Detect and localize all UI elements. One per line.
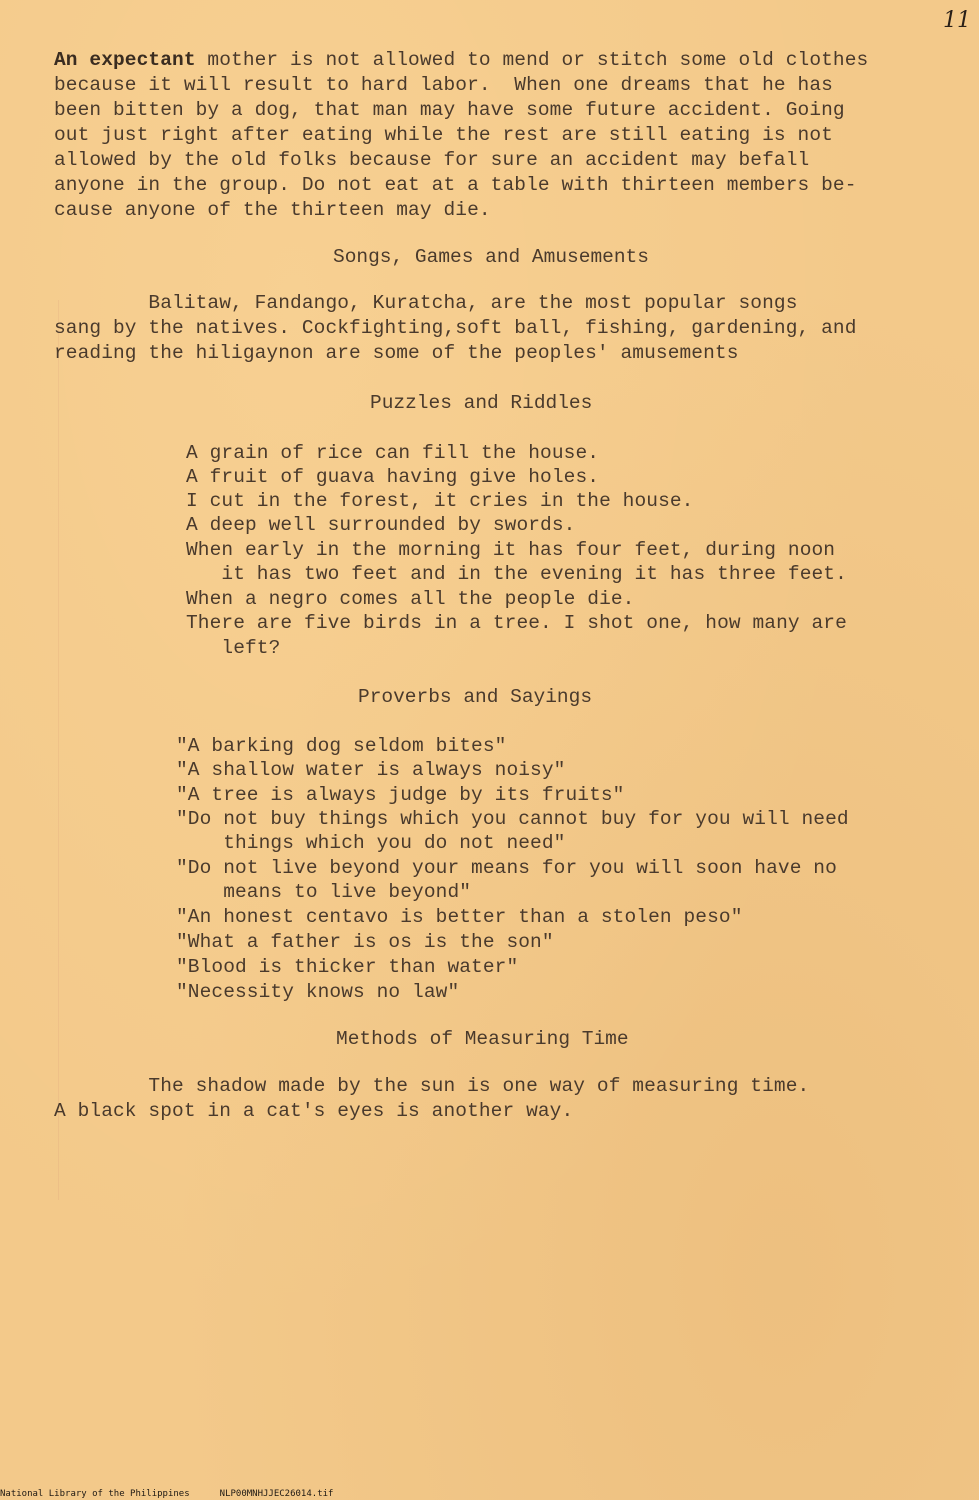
proverb-line: "A barking dog seldom bites" bbox=[176, 735, 507, 757]
proverb-line: "An honest centavo is better than a stolen peso" bbox=[176, 906, 743, 928]
proverb-line: things which you do not need" bbox=[176, 832, 566, 854]
paragraph-line: reading the hiligaynon are some of the peoples' amusements bbox=[54, 342, 739, 364]
riddle-line: left? bbox=[186, 637, 281, 659]
paragraph-line: The shadow made by the sun is one way of measuring time. bbox=[54, 1075, 810, 1097]
page-number: 11 bbox=[943, 8, 971, 33]
section-heading-songs: Songs, Games and Amusements bbox=[333, 246, 649, 268]
riddle-line: A deep well surrounded by swords. bbox=[186, 514, 576, 536]
paragraph-line: allowed by the old folks because for sure an accident may befall bbox=[54, 149, 810, 171]
section-heading-proverbs: Proverbs and Sayings bbox=[358, 686, 593, 708]
scan-footer bbox=[0, 1489, 363, 1499]
paragraph-line: cause anyone of the thirteen may die. bbox=[54, 199, 491, 221]
line-text: mother is not allowed to mend or stitch some old clothes bbox=[195, 49, 869, 71]
section-heading-puzzles: Puzzles and Riddles bbox=[370, 392, 593, 414]
paragraph-line: out just right after eating while the rest are still eating is not bbox=[54, 124, 833, 146]
proverb-line: "A shallow water is always noisy" bbox=[176, 759, 566, 781]
riddle-line: A fruit of guava having give holes. bbox=[186, 466, 600, 488]
riddle-line: it has two feet and in the evening it has three feet. bbox=[186, 563, 847, 585]
proverb-line: "Do not live beyond your means for you will soon have no bbox=[176, 857, 837, 879]
riddle-line: There are five birds in a tree. I shot one, how many are bbox=[186, 612, 847, 634]
paragraph-line bbox=[54, 48, 868, 73]
margin-rule bbox=[58, 300, 59, 1200]
riddle-line: A grain of rice can fill the house. bbox=[186, 442, 600, 464]
bold-lead-text: An expectant bbox=[54, 49, 196, 71]
paragraph-line: been bitten by a dog, that man may have some future accident. Going bbox=[54, 99, 845, 121]
proverb-line: "Do not buy things which you cannot buy for you will need bbox=[176, 808, 849, 830]
footer-library: National Library of the Philippines bbox=[0, 1489, 190, 1499]
proverb-line: "A tree is always judge by its fruits" bbox=[176, 784, 625, 806]
paragraph-line: sang by the natives. Cockfighting,soft ball, fishing, gardening, and bbox=[54, 317, 857, 339]
section-heading-time: Methods of Measuring Time bbox=[336, 1028, 629, 1050]
paragraph-line: anyone in the group. Do not eat at a table with thirteen members be- bbox=[54, 174, 857, 196]
riddle-line: When a negro comes all the people die. bbox=[186, 588, 635, 610]
paragraph-line: because it will result to hard labor. When one dreams that he has bbox=[54, 74, 833, 96]
proverb-line: "Necessity knows no law" bbox=[176, 981, 460, 1003]
proverb-line: "What a father is os is the son" bbox=[176, 931, 554, 953]
paragraph-line: Balitaw, Fandango, Kuratcha, are the most popular songs bbox=[54, 292, 798, 314]
proverb-line: means to live beyond" bbox=[176, 881, 472, 903]
proverb-line: "Blood is thicker than water" bbox=[176, 956, 519, 978]
footer-file: NLP00MNHJJEC26014.tif bbox=[219, 1489, 334, 1499]
riddle-line: I cut in the forest, it cries in the house. bbox=[186, 490, 694, 512]
riddle-line: When early in the morning it has four feet, during noon bbox=[186, 539, 836, 561]
paragraph-line: A black spot in a cat's eyes is another way. bbox=[54, 1100, 574, 1122]
